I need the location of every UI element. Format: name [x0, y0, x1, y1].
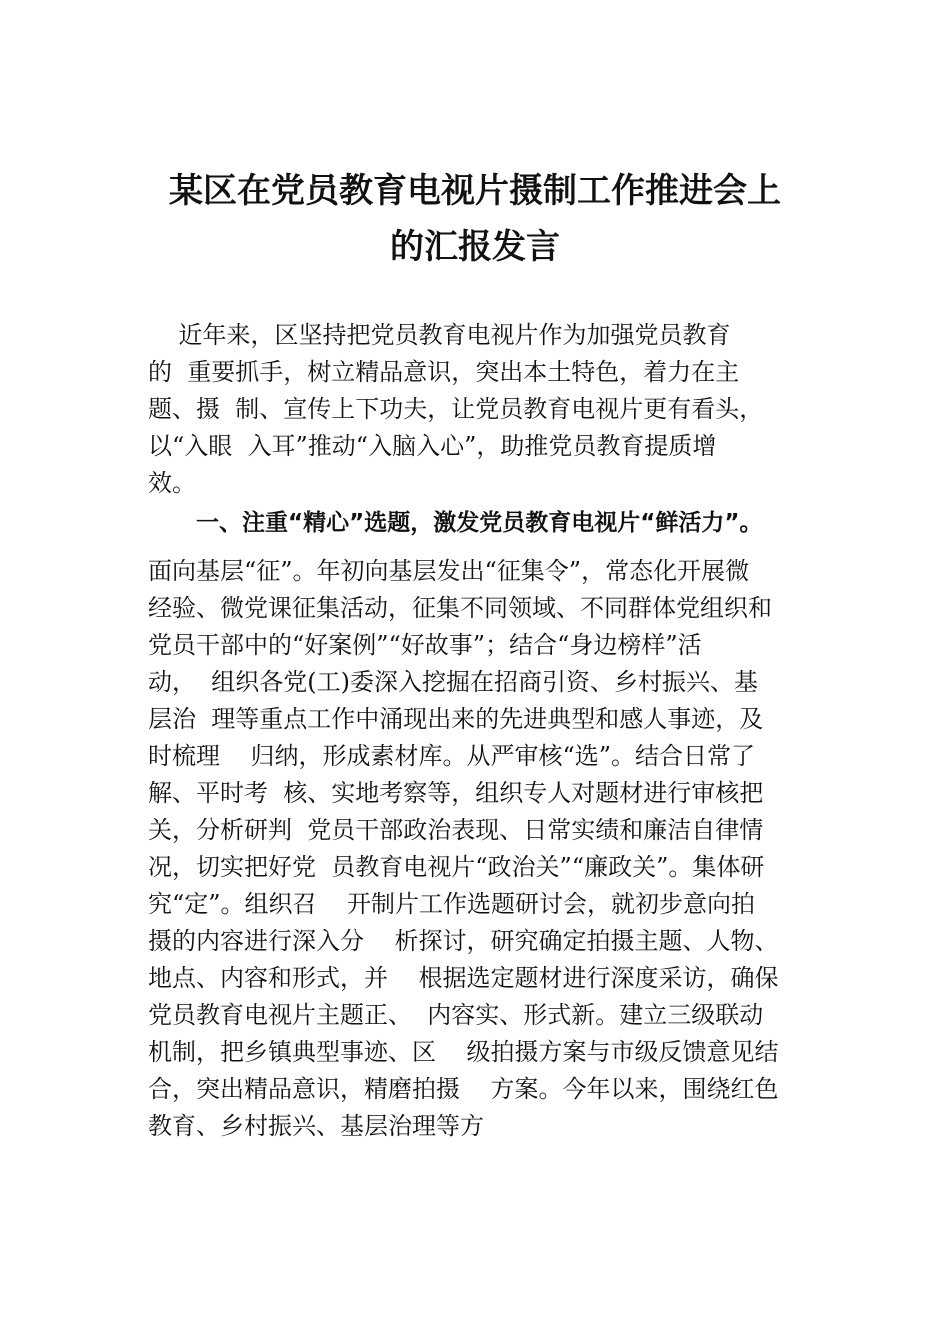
- body-line: 党员干部中的“好案例”“好故事”；结合“身边榜样”活: [148, 631, 702, 659]
- intro-line: 以“入眼 入耳”推动“入脑入心”，助推党员教育提质增: [148, 432, 717, 460]
- document-title-line-1: 某区在党员教育电视片摄制工作推进会上: [169, 171, 781, 211]
- document-title-line-2: 的汇报发言: [390, 227, 560, 267]
- body-line: 解、平时考 核、实地考察等，组织专人对题材进行审核把: [148, 779, 764, 807]
- intro-line: 的 重要抓手，树立精品意识，突出本土特色，着力在主: [148, 358, 740, 386]
- body-line: 党员教育电视片主题正、 内容实、形式新。建立三级联动: [148, 1001, 764, 1029]
- intro-line: 题、摄 制、宣传上下功夫，让党员教育电视片更有看头，: [148, 395, 764, 423]
- intro-line: 近年来，区坚持把党员教育电视片作为加强党员教育: [148, 321, 731, 349]
- body-line: 摄的内容进行深入分 析探讨，研究确定拍摄主题、人物、: [148, 927, 779, 955]
- body-line: 经验、微党课征集活动，征集不同领域、不同群体党组织和: [148, 594, 772, 622]
- intro-line: 效。: [148, 469, 196, 497]
- body-line: 况，切实把好党 员教育电视片“政治关”“廉政关”。集体研: [148, 853, 765, 881]
- body-line: 合，突出精品意识，精磨拍摄 方案。今年以来，围绕红色: [148, 1075, 779, 1103]
- section-heading: 一、注重“精心”选题，激发党员教育电视片“鲜活力”。: [196, 510, 763, 536]
- body-line: 时梳理 归纳，形成素材库。从严审核“选”。结合日常了: [148, 742, 756, 770]
- body-line: 动， 组织各党(工)委深入挖掘在招商引资、乡村振兴、基: [148, 668, 758, 696]
- body-line: 层治 理等重点工作中涌现出来的先进典型和感人事迹，及: [148, 705, 764, 733]
- body-line: 教育、乡村振兴、基层治理等方: [148, 1112, 484, 1140]
- body-line: 关，分析研判 党员干部政治表现、日常实绩和廉洁自律情: [148, 816, 764, 844]
- body-line: 面向基层“征”。年初向基层发出“征集令”，常态化开展微: [148, 557, 750, 585]
- body-line: 究“定”。组织召 开制片工作选题研讨会，就初步意向拍: [148, 890, 756, 918]
- body-line: 地点、内容和形式，并 根据选定题材进行深度采访，确保: [148, 964, 779, 992]
- body-line: 机制，把乡镇典型事迹、区 级拍摄方案与市级反馈意见结: [148, 1038, 779, 1066]
